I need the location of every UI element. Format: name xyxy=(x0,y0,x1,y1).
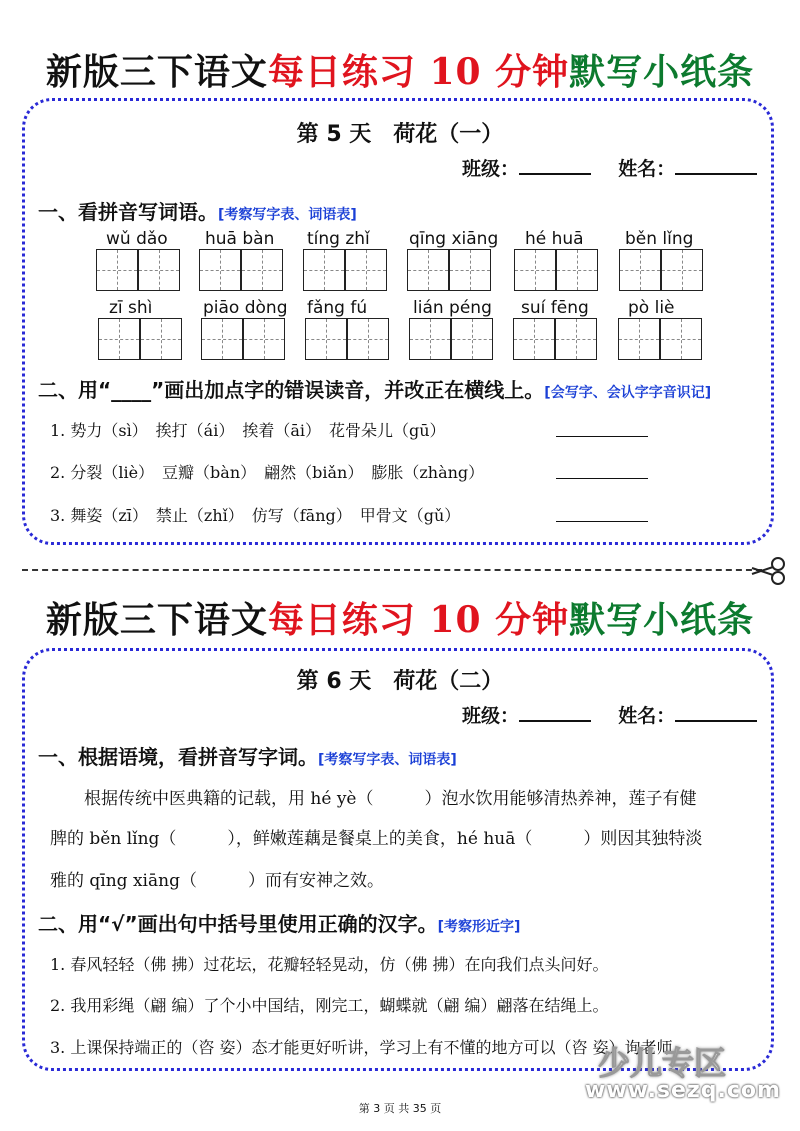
writing-box[interactable] xyxy=(241,249,283,291)
pinyin-label: piāo dòng xyxy=(203,298,288,318)
answer-blank[interactable] xyxy=(556,478,648,479)
section-title xyxy=(38,196,357,225)
name-blank[interactable] xyxy=(675,157,757,175)
pinyin-label: huā bàn xyxy=(205,229,275,249)
question-item: 1. 春风轻轻（佛 拂）过花坛，花瓣轻轻晃动，仿（佛 拂）在向我们点头问好。 xyxy=(50,955,609,974)
pinyin-label: pò liè xyxy=(628,298,675,318)
writing-box[interactable] xyxy=(243,318,285,360)
writing-box[interactable] xyxy=(556,249,598,291)
writing-box[interactable] xyxy=(409,318,451,360)
section-title xyxy=(38,908,520,937)
section-heading: 二、用“√”画出句中括号里使用正确的汉字。 xyxy=(38,912,438,936)
question-item: 1. 势力（sì） 挨打（ái） 挨着（āi） 花骨朵儿（gū） xyxy=(50,421,446,440)
section-heading: 一、看拼音写词语。 xyxy=(38,200,218,224)
pinyin-label: qīng xiāng xyxy=(409,229,499,249)
pinyin-label: zī shì xyxy=(109,298,153,318)
header-title xyxy=(0,592,800,643)
section-title xyxy=(38,741,457,770)
watermark-url: www.sezq.com xyxy=(585,1078,781,1103)
section-heading: 一、根据语境，看拼音写字词。 xyxy=(38,745,318,769)
section-tag: [考察写字表、词语表] xyxy=(218,207,357,223)
writing-box[interactable] xyxy=(513,318,555,360)
writing-box[interactable] xyxy=(555,318,597,360)
answer-blank[interactable] xyxy=(556,436,648,437)
header-title-part2: 每日练习 10 分钟 xyxy=(267,51,570,93)
paragraph-line: 雅的 qīng xiāng（ ）而有安神之效。 xyxy=(50,871,384,891)
section-tag: [考察写字表、词语表] xyxy=(318,752,457,768)
watermark-logo: 少儿专区 xyxy=(598,1044,727,1082)
page-footer: 第 3 页 共 35 页 xyxy=(358,1102,442,1115)
question-item: 2. 分裂（liè） 豆瓣（bàn） 翩然（biǎn） 膨胀（zhàng） xyxy=(50,463,485,482)
writing-box[interactable] xyxy=(138,249,180,291)
name-blank[interactable] xyxy=(675,704,757,722)
pinyin-label: fǎng fú xyxy=(307,298,368,318)
class-blank[interactable] xyxy=(519,704,591,722)
question-item: 3. 上课保持端正的（咨 姿）态才能更好听讲，学习上有不懂的地方可以（咨 姿）询老师 xyxy=(50,1038,673,1057)
question-item: 3. 舞姿（zī） 禁止（zhǐ） 仿写（fāng） 甲骨文（gǔ） xyxy=(50,506,461,525)
pinyin-label: běn lǐng xyxy=(625,229,694,249)
writing-box[interactable] xyxy=(347,318,389,360)
writing-box[interactable] xyxy=(98,318,140,360)
writing-box[interactable] xyxy=(345,249,387,291)
pinyin-label: lián péng xyxy=(413,298,492,318)
scissors-icon xyxy=(748,556,788,586)
writing-box[interactable] xyxy=(619,249,661,291)
day-title: 第 6 天 荷花（二） xyxy=(296,669,504,694)
pinyin-label: tíng zhǐ xyxy=(307,229,370,249)
writing-box[interactable] xyxy=(661,249,703,291)
header-title-part3: 默写小纸条 xyxy=(569,51,755,93)
writing-box[interactable] xyxy=(303,249,345,291)
header-title-part1: 新版三下语文 xyxy=(45,51,268,93)
section-heading: 二、用“____”画出加点字的错误读音，并改正在横线上。 xyxy=(38,378,545,402)
writing-box[interactable] xyxy=(199,249,241,291)
question-item: 2. 我用彩绳（翩 编）了个小中国结，刚完工，蝴蝶就（翩 编）翩落在结绳上。 xyxy=(50,996,609,1015)
pinyin-label: suí fēng xyxy=(521,298,589,318)
header-title-part1: 新版三下语文 xyxy=(45,599,268,641)
header-title xyxy=(0,44,800,95)
section-tag: [会写字、会认字字音识记] xyxy=(544,385,712,401)
class-label: 班级： xyxy=(462,705,520,727)
class-name-line xyxy=(462,701,757,728)
answer-blank[interactable] xyxy=(556,521,648,522)
writing-box[interactable] xyxy=(140,318,182,360)
name-label: 姓名： xyxy=(618,158,676,180)
writing-box[interactable] xyxy=(449,249,491,291)
day-title: 第 5 天 荷花（一） xyxy=(296,122,504,147)
writing-box[interactable] xyxy=(451,318,493,360)
name-label: 姓名： xyxy=(618,705,676,727)
writing-box[interactable] xyxy=(514,249,556,291)
section-title xyxy=(38,374,711,403)
class-name-line xyxy=(462,154,757,181)
writing-box[interactable] xyxy=(660,318,702,360)
paragraph-line: 脾的 běn lǐng（ ），鲜嫩莲藕是餐桌上的美食，hé huā（ ）则因其独特淡 xyxy=(50,829,703,849)
writing-box[interactable] xyxy=(618,318,660,360)
section-tag: [考察形近字] xyxy=(437,919,521,935)
cut-line xyxy=(22,569,762,571)
header-title-part3: 默写小纸条 xyxy=(569,599,755,641)
writing-box[interactable] xyxy=(96,249,138,291)
pinyin-label: hé huā xyxy=(525,229,584,249)
writing-box[interactable] xyxy=(201,318,243,360)
header-title-part2: 每日练习 10 分钟 xyxy=(267,599,570,641)
writing-box[interactable] xyxy=(407,249,449,291)
class-blank[interactable] xyxy=(519,157,591,175)
paragraph-line: 根据传统中医典籍的记载，用 hé yè（ ）泡水饮用能够清热养神，莲子有健 xyxy=(50,789,697,809)
pinyin-label: wǔ dǎo xyxy=(106,229,168,249)
class-label: 班级： xyxy=(462,158,520,180)
writing-box[interactable] xyxy=(305,318,347,360)
